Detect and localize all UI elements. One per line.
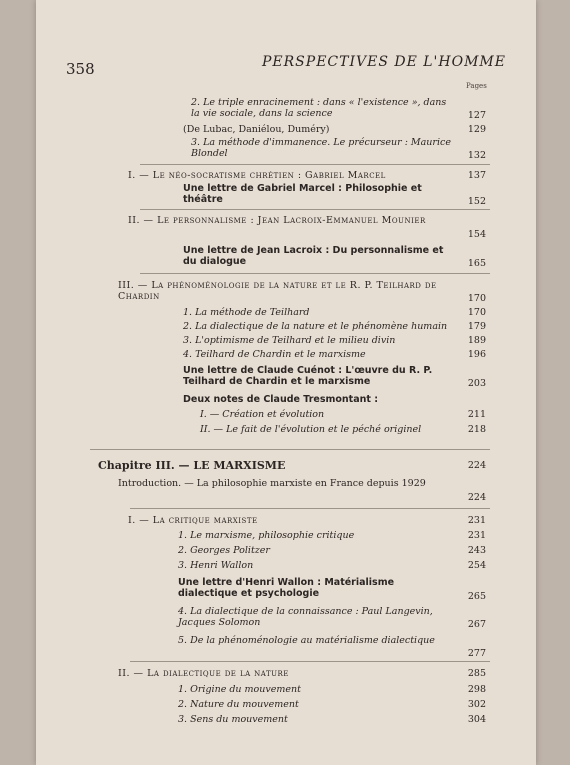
toc-entry: 1. Le marxisme, philosophie critique [178,530,355,541]
divider [130,661,490,662]
toc-page-number: 298 [467,684,486,695]
divider [90,449,490,450]
page-number: 358 [66,60,95,78]
toc-page-number: 254 [467,560,486,571]
toc-page-number: 179 [467,321,486,332]
toc-entry: (De Lubac, Daniélou, Duméry) [183,124,330,135]
toc-letter-entry: Une lettre de Gabriel Marcel : Philosophie et théâtre [183,183,422,205]
toc-page-number: 267 [467,619,486,630]
toc-page-number: 152 [467,196,486,207]
toc-entry: 2. Georges Politzer [178,545,270,556]
toc-page-number: 224 [467,492,486,503]
toc-entry: 3. Henri Wallon [178,560,254,571]
toc-page-number: 137 [467,170,486,181]
toc-section: I. — Le néo-socratisme chrétien : Gabriel Marcel [128,170,386,181]
pages-column-label: Pages [466,82,487,90]
toc-page-number: 265 [467,591,486,602]
toc-page-number: 224 [467,460,486,471]
toc-entry: 5. De la phénoménologie au matérialisme dialectique [178,635,435,646]
toc-page-number: 285 [467,668,486,679]
toc-entry: II. — Le fait de l'évolution et le péché originel [200,424,422,435]
toc-entry: 3. Sens du mouvement [178,714,288,725]
divider [140,164,490,165]
toc-section: II. — Le personnalisme : Jean Lacroix-Emmanuel Mounier [128,215,426,226]
toc-entry: 3. La méthode d'immanence. Le précurseur : Maurice Blondel [191,137,451,159]
toc-introduction: Introduction. — La philosophie marxiste en France depuis 1929 [118,478,426,489]
toc-page-number: 231 [467,530,486,541]
toc-page-number: 231 [467,515,486,526]
toc-notes-heading: Deux notes de Claude Tresmontant : [183,394,379,405]
toc-entry: 2. Nature du mouvement [178,699,299,710]
toc-page-number: 196 [467,349,486,360]
toc-page-number: 165 [467,258,486,269]
toc-entry: 2. Le triple enracinement : dans « l'existence », dans la vie sociale, dans la science [191,97,447,119]
toc-entry: 4. Teilhard de Chardin et le marxisme [183,349,366,360]
toc-page-number: 170 [467,307,486,318]
divider [140,273,490,274]
divider [140,209,490,210]
running-head: PERSPECTIVES DE L'HOMME [262,54,506,70]
toc-entry: 1. Origine du mouvement [178,684,301,695]
divider [130,508,490,509]
toc-letter-entry: Une lettre d'Henri Wallon : Matérialisme dialectique et psychologie [178,577,395,599]
toc-page-number: 304 [467,714,486,725]
toc-entry: 2. La dialectique de la nature et le phénomène humain [183,321,448,332]
toc-page-number: 189 [467,335,486,346]
toc-letter-entry: Une lettre de Jean Lacroix : Du personnalisme et du dialogue [183,245,444,267]
toc-page-number: 129 [467,124,486,135]
toc-section: III. — La phénoménologie de la nature et le R. P. Teilhard de Chardin [118,280,437,302]
toc-section: II. — La dialectique de la nature [118,668,289,679]
toc-entry: I. — Création et évolution [200,409,325,420]
toc-page-number: 243 [467,545,486,556]
toc-chapter-heading: Chapitre III. — LE MARXISME [98,459,286,472]
toc-page-number: 127 [467,110,486,121]
toc-page-number: 277 [467,648,486,659]
toc-page-number: 302 [467,699,486,710]
toc-page-number: 218 [467,424,486,435]
toc-page-number: 170 [467,293,486,304]
toc-entry: 4. La dialectique de la connaissance : Paul Langevin, Jacques Solomon [178,606,433,628]
toc-page-number: 154 [467,229,486,240]
toc-page-number: 211 [467,409,486,420]
toc-page-number: 203 [467,378,486,389]
toc-letter-entry: Une lettre de Claude Cuénot : L'œuvre du R. P. Teilhard de Chardin et le marxisme [183,365,433,387]
toc-entry: 1. La méthode de Teilhard [183,307,310,318]
toc-section: I. — La critique marxiste [128,515,258,526]
toc-entry: 3. L'optimisme de Teilhard et le milieu divin [183,335,396,346]
toc-page-number: 132 [467,150,486,161]
